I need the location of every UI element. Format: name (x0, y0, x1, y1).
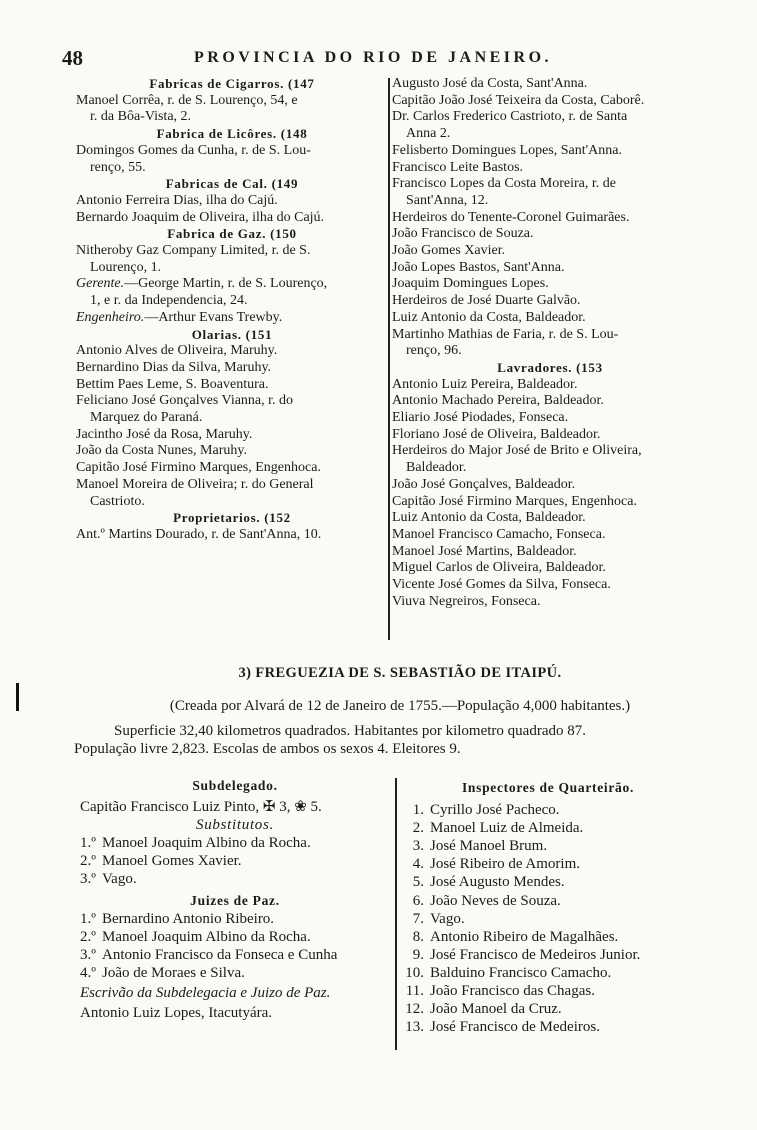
juiz-name: Bernardino Antonio Ribeiro. (102, 910, 275, 927)
entry-line: Floriano José de Oliveira, Baldeador. (392, 426, 601, 442)
left-column-bottom (80, 777, 390, 1022)
heading-cal: Fabricas de Cal. (149 (165, 176, 299, 192)
juiz-name: Manoel Joaquim Albino da Rocha. (102, 928, 311, 945)
heading-juizes: Juizes de Paz. (190, 892, 280, 908)
entry-line: Manoel José Martins, Baldeador. (392, 543, 577, 559)
paragraph-line: Superficie 32,40 kilometros quadrados. Habitantes por kilometro quadrado 87. (114, 723, 586, 739)
item-number: 11. (405, 983, 424, 1000)
entry-line: Herdeiros de José Duarte Galvão. (392, 293, 581, 309)
inspector-name: José Manoel Brum. (430, 838, 548, 855)
column-divider (395, 778, 397, 1050)
juiz-item (80, 928, 390, 946)
entry-line: João Lopes Bastos, Sant'Anna. (392, 259, 565, 275)
entry-line: Capitão José Firmino Marques, Engenhoca. (76, 460, 321, 476)
inspector-item (398, 946, 698, 964)
substituto-name: Manoel Joaquim Albino da Rocha. (102, 835, 311, 852)
entry-line: Eliario José Piodades, Fonseca. (392, 410, 569, 426)
inspector-item (398, 1000, 698, 1018)
entry-line: Herdeiros do Major José de Brito e Oliveira, (392, 443, 642, 459)
heading-escrivao: Escrivão da Subdelegacia e Juizo de Paz. (80, 985, 331, 1002)
inspector-name: José Francisco de Medeiros Junior. (430, 946, 641, 963)
entry-line: Bernardino Dias da Silva, Maruhy. (76, 359, 272, 375)
inspector-name: Cyrillo José Pacheco. (430, 802, 560, 819)
heading-lavradores: Lavradores. (153 (497, 359, 603, 375)
margin-mark (16, 683, 19, 711)
substituto-item (80, 852, 390, 870)
item-number: 7. (412, 910, 424, 927)
inspector-item (398, 892, 698, 910)
entry-line: Nitheroby Gaz Company Limited, r. de S. (76, 243, 311, 259)
item-number: 8. (412, 928, 424, 945)
inspector-item (398, 873, 698, 891)
column-divider (388, 78, 390, 640)
engenheiro-text: —Arthur Evans Trewby. (144, 309, 283, 325)
entry-line: João Gomes Xavier. (392, 243, 506, 259)
section-title: 3) FREGUEZIA DE S. SEBASTIÃO DE ITAIPÚ. (238, 665, 562, 681)
ordinal: 1.º (80, 910, 96, 927)
inspector-name: José Francisco de Medeiros. (430, 1019, 600, 1036)
entry-line: João Francisco de Souza. (392, 226, 534, 242)
substituto-item (80, 870, 390, 888)
entry-line: Viuva Negreiros, Fonseca. (392, 593, 541, 609)
entry-line: Martinho Mathias de Faria, r. de S. Lou- (392, 326, 619, 342)
left-column-top (76, 76, 388, 544)
heading-substitutos: Substitutos. (196, 817, 274, 834)
inspector-name: Antonio Ribeiro de Magalhães. (430, 928, 619, 945)
gerente-line (76, 276, 388, 293)
inspector-item (398, 928, 698, 946)
entry-line: Manoel Francisco Camacho, Fonseca. (392, 526, 606, 542)
juiz-item (80, 946, 390, 964)
entry-line: Bernardo Joaquim de Oliveira, ilha do Cajú. (76, 209, 325, 225)
ordinal: 2.º (80, 853, 96, 870)
escrivao-name: Antonio Luiz Lopes, Itacutyára. (80, 1005, 273, 1022)
entry-line: Domingos Gomes da Cunha, r. de S. Lou- (76, 142, 311, 158)
ordinal: 3.º (80, 871, 96, 888)
entry-line: Capitão José Firmino Marques, Engenhoca. (392, 493, 637, 509)
item-number: 3. (412, 838, 424, 855)
item-number: 9. (412, 946, 424, 963)
entry-line: Feliciano José Gonçalves Vianna, r. do (76, 393, 294, 409)
entry-line: Dr. Carlos Frederico Castrioto, r. de Santa (392, 109, 628, 125)
heading-proprietarios: Proprietarios. (152 (173, 510, 291, 526)
entry-line: renço, 55. (90, 159, 146, 175)
heading-cigarros: Fabricas de Cigarros. (147 (149, 76, 315, 91)
entry-line: 1, e r. da Independencia, 24. (90, 293, 248, 309)
entry-line: Capitão João José Teixeira da Costa, Caborê. (392, 92, 645, 108)
entry-line: Ant.º Martins Dourado, r. de Sant'Anna, 10. (76, 526, 322, 542)
entry-line: Marquez do Paraná. (90, 410, 203, 426)
item-number: 13. (405, 1019, 424, 1036)
inspector-item (398, 819, 698, 837)
engenheiro-line (76, 310, 388, 327)
inspector-item (398, 964, 698, 982)
heading-inspectores: Inspectores de Quarteirão. (461, 780, 635, 795)
substituto-item (80, 834, 390, 852)
heading-licores: Fabrica de Licôres. (148 (156, 126, 308, 142)
item-number: 10. (405, 964, 424, 981)
entry-line: Sant'Anna, 12. (406, 192, 489, 208)
inspector-item (398, 801, 698, 819)
inspector-item (398, 837, 698, 855)
inspector-name: João Neves de Souza. (430, 892, 561, 909)
entry-line: Herdeiros do Tenente-Coronel Guimarães. (392, 209, 630, 225)
inspector-name: Vago. (430, 910, 465, 927)
right-column-bottom (398, 779, 698, 1036)
right-column-top (392, 76, 708, 611)
item-number: 4. (412, 856, 424, 873)
entry-line: Antonio Alves de Oliveira, Maruhy. (76, 343, 278, 359)
inspector-name: João Francisco das Chagas. (430, 983, 595, 1000)
entry-line: Miguel Carlos de Oliveira, Baldeador. (392, 560, 606, 576)
entry-line: Manoel Moreira de Oliveira; r. do General (76, 476, 314, 492)
juiz-item (80, 910, 390, 928)
gerente-label: Gerente. (76, 276, 125, 292)
page-header (62, 46, 742, 70)
juiz-name: Antonio Francisco da Fonseca e Cunha (102, 946, 338, 963)
entry-line: Antonio Luiz Pereira, Baldeador. (392, 376, 578, 392)
item-number: 1. (412, 802, 424, 819)
entry-line: Joaquim Domingues Lopes. (392, 276, 549, 292)
page-number: 48 (62, 46, 83, 70)
entry-line: Antonio Ferreira Dias, ilha do Cajú. (76, 192, 278, 208)
entry-line: Lourenço, 1. (90, 259, 162, 275)
ordinal: 1.º (80, 835, 96, 852)
entry-line: Jacintho José da Rosa, Maruhy. (76, 426, 253, 442)
paragraph-line: População livre 2,823. Escolas de ambos os sexos 4. Eleitores 9. (74, 741, 461, 757)
ordinal: 2.º (80, 928, 96, 945)
inspector-item (398, 855, 698, 873)
heading-olarias: Olarias. (151 (191, 326, 273, 342)
entry-line: Felisberto Domingues Lopes, Sant'Anna. (392, 142, 622, 158)
entry-line: renço, 96. (406, 343, 462, 359)
item-number: 12. (405, 1001, 424, 1018)
inspector-name: João Manoel da Cruz. (430, 1001, 562, 1018)
substituto-name: Manoel Gomes Xavier. (102, 853, 242, 870)
item-number: 5. (412, 874, 424, 891)
inspector-name: José Augusto Mendes. (430, 874, 565, 891)
entry-line: Luiz Antonio da Costa, Baldeador. (392, 309, 586, 325)
inspector-item (398, 1018, 698, 1036)
entry-line: Luiz Antonio da Costa, Baldeador. (392, 510, 586, 526)
entry-line: Vicente José Gomes da Silva, Fonseca. (392, 577, 611, 593)
entry-line: João da Costa Nunes, Maruhy. (76, 443, 247, 459)
entry-line: Bettim Paes Leme, S. Boaventura. (76, 376, 269, 392)
heading-subdelegado: Subdelegado. (192, 778, 278, 793)
item-number: 2. (412, 820, 424, 837)
engenheiro-label: Engenheiro. (76, 309, 145, 325)
entry-line: Castrioto. (90, 493, 145, 509)
inspector-name: José Ribeiro de Amorim. (430, 856, 580, 873)
running-title: PROVINCIA DO RIO DE JANEIRO. (194, 49, 553, 66)
juiz-name: João de Moraes e Silva. (102, 964, 245, 981)
ordinal: 3.º (80, 946, 96, 963)
section-created: (Creada por Alvará de 12 de Janeiro de 1755.—População 4,000 habitantes.) (169, 698, 631, 714)
juiz-item (80, 964, 390, 982)
section-paragraph (74, 722, 714, 758)
gerente-text: —George Martin, r. de S. Lourenço, (124, 276, 328, 292)
entry-line: João José Gonçalves, Baldeador. (392, 476, 576, 492)
entry-line: Augusto José da Costa, Sant'Anna. (392, 76, 588, 91)
entry-line: Baldeador. (406, 460, 467, 476)
entry-line: Manoel Corrêa, r. de S. Lourenço, 54, e (76, 92, 298, 108)
entry-line: r. da Bôa-Vista, 2. (90, 109, 192, 125)
entry-line: Anna 2. (406, 126, 451, 142)
entry-line: Francisco Lopes da Costa Moreira, r. de (392, 176, 616, 192)
item-number: 6. (412, 892, 424, 909)
inspector-item (398, 982, 698, 1000)
entry-line: Francisco Leite Bastos. (392, 159, 524, 175)
subdelegado-name: Capitão Francisco Luiz Pinto, ✠ 3, ❀ 5. (80, 799, 322, 816)
inspector-name: Balduino Francisco Camacho. (430, 964, 612, 981)
substituto-name: Vago. (102, 871, 137, 888)
entry-line: Antonio Machado Pereira, Baldeador. (392, 393, 604, 409)
ordinal: 4.º (80, 964, 96, 981)
inspector-item (398, 910, 698, 928)
inspector-name: Manoel Luiz de Almeida. (430, 820, 584, 837)
heading-gaz: Fabrica de Gaz. (150 (167, 226, 297, 242)
